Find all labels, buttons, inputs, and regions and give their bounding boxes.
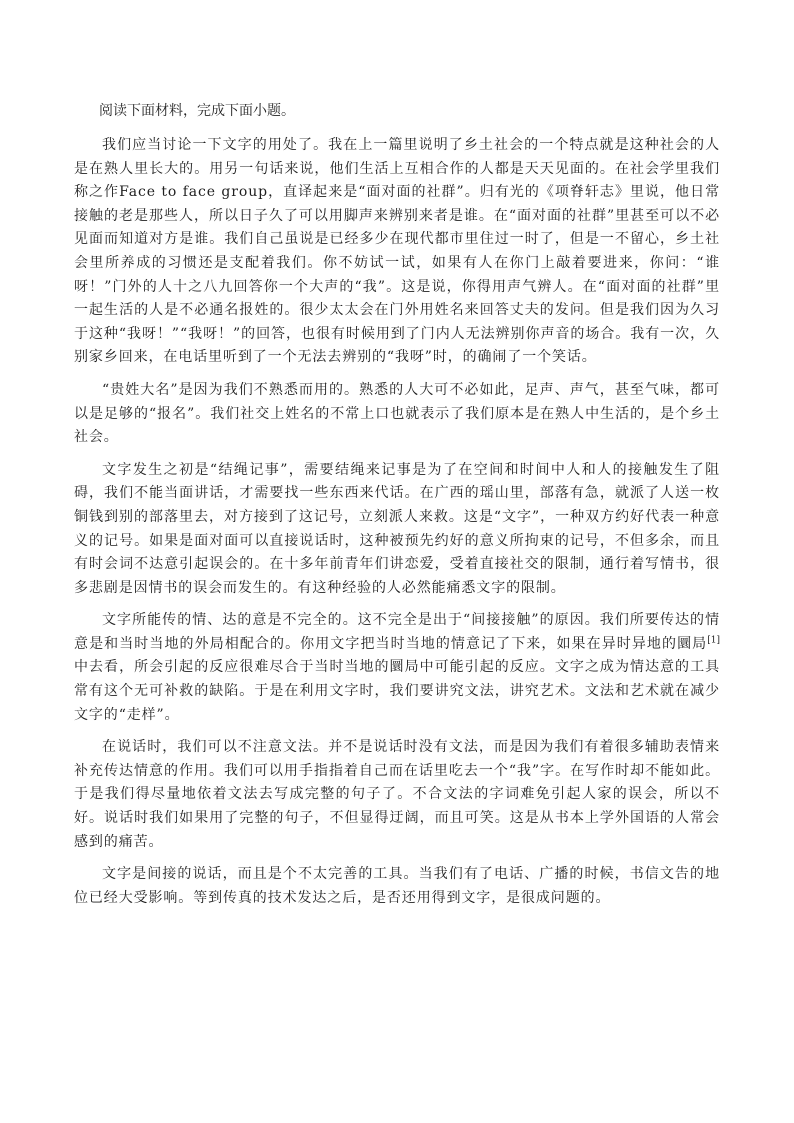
question-instruction: 阅读下面材料，完成下面小题。 (99, 103, 295, 119)
passage-paragraph-6: 文字是间接的说话，而且是个不太完善的工具。当我们有了电话、广播的时候，书信文告的地位已经大受影响。等到传真的技术发达之后，是否还用得到文字，是很成问题的。 (74, 866, 720, 906)
reading-passage (74, 134, 720, 919)
paragraph-4-text-after: 中去看，所会引起的反应很难尽合于当时当地的圜局中可能引起的反应。文字之成为情达意的工具常有这个无可补救的缺陷。于是在利用文字时，我们要讲究文法，讲究艺术。文法和艺术就在减少文字的“走样”。 (74, 659, 720, 723)
passage-paragraph-2: “贵姓大名”是因为我们不熟悉而用的。熟悉的人大可不必如此，足声、声气，甚至气味，都可以是足够的“报名”。我们社交上姓名的不常上口也就表示了我们原本是在熟人中生活的，是个乡土社会。 (74, 381, 720, 446)
passage-paragraph-5: 在说话时，我们可以不注意文法。并不是说话时没有文法，而是因为我们有着很多辅助表情来补充传达情意的作用。我们可以用手指指着自己而在话里吃去一个“我”字。在写作时却不能如此。于是我们得尽量地依着文法去写成完整的句子了。不合文法的字词难免引起人家的误会，所以不好。说话时我们如果用了完整的句子，不但显得迂阔，而且可笑。这是从书本上学外国语的人常会感到的痛苦。 (74, 739, 720, 850)
passage-paragraph-1: 我们应当讨论一下文字的用处了。我在上一篇里说明了乡土社会的一个特点就是这种社会的人是在熟人里长大的。用另一句话来说，他们生活上互相合作的人都是天天见面的。在社会学里我们称之作Face to face group，直译起来是“面对面的社群”。归有光的《项脊轩志》里说，他日常接触的老是那些人，所以日子久了可以用脚声来辨别来者是谁。在“面对面的社群”里甚至可以不必见面而知道对方是谁。我们自己虽说是已经多少在现代都市里住过一时了，但是一不留心，乡土社会里所养成的习惯还是支配着我们。你不妨试一试，如果有人在你门上敲着要进来，你问：“谁呀！”门外的人十之八九回答你一个大声的“我”。这是说，你得用声气辨人。在“面对面的社群”里一起生活的人是不必通名报姓的。很少太太会在门外用姓名来回答丈夫的发问。但是我们因为久习于这种“我呀！”“我呀！”的回答，也很有时候用到了门内人无法辨别你声音的场合。我有一次，久别家乡回来，在电话里听到了一个无法去辨别的“我呀”时，的确闹了一个笑话。 (74, 137, 720, 366)
passage-paragraph-3: 文字发生之初是“结绳记事”，需要结绳来记事是为了在空间和时间中人和人的接触发生了阻碍，我们不能当面讲话，才需要找一些东西来代话。在广西的瑶山里，部落有急，就派了人送一枚铜钱到别的部落里去，对方接到了这记号，立刻派人来救。这是“文字”，一种双方约好代表一种意义的记号。如果是面对面可以直接说话时，这种被预先约好的意义所拘束的记号，不但多余，而且有时会词不达意引起误会的。在十多年前青年们讲恋爱，受着直接社交的限制，通行着写情书，很多悲剧是因情书的误会而发生的。有这种经验的人必然能痛悉文字的限制。 (74, 461, 720, 596)
paragraph-4-text-before: 文字所能传的情、达的意是不完全的。这不完全是出于“间接接触”的原因。我们所要传达的情意是和当时当地的外局相配合的。你用文字把当时当地的情意记了下来，如果在异时异地的圜局 (74, 612, 720, 652)
footnote-marker: [1] (707, 635, 720, 646)
passage-paragraph-4 (74, 609, 720, 727)
